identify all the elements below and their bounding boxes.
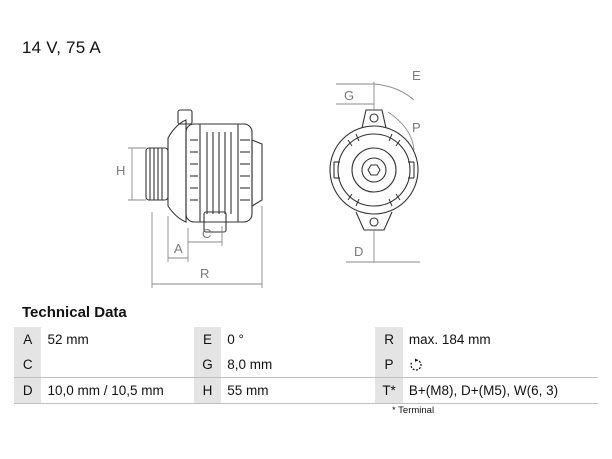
spec-value: 10,0 mm / 10,5 mm [47, 383, 164, 398]
spec-key: E [194, 327, 221, 352]
spec-key: R [375, 327, 403, 352]
spec-value-rotation [403, 352, 598, 378]
spec-value: 52 mm [47, 332, 89, 347]
side-view-drawing [128, 110, 262, 288]
table-row [14, 378, 598, 404]
spec-key: P [375, 352, 403, 378]
table-row [14, 352, 598, 378]
dim-label-E: E [412, 68, 421, 83]
dim-label-R: R [200, 266, 210, 281]
front-view-drawing [330, 82, 420, 262]
dim-label-P: P [412, 120, 421, 135]
spec-value: 0 ° [227, 332, 244, 347]
spec-key: G [194, 352, 221, 378]
spec-value: max. 184 mm [408, 332, 491, 347]
clockwise-rotation-icon [409, 358, 423, 372]
technical-data-table [14, 327, 598, 404]
spec-value: 55 mm [227, 383, 269, 398]
spec-value: B+(M8), D+(M5), W(6, 3) [408, 383, 559, 398]
spec-key: T* [375, 378, 403, 404]
spec-key: A [14, 327, 41, 352]
table-row [14, 327, 598, 352]
spec-value [41, 352, 193, 378]
dim-label-G: G [344, 88, 355, 103]
spec-key: C [14, 352, 41, 378]
spec-key: H [194, 378, 221, 404]
dim-label-C: C [202, 226, 212, 241]
product-title: 14 V, 75 A [22, 38, 101, 57]
dim-label-D: D [354, 244, 364, 259]
dim-label-H: H [116, 163, 126, 178]
technical-data-heading: Technical Data [22, 304, 127, 321]
dim-label-A: A [174, 241, 183, 256]
spec-value: 8,0 mm [227, 357, 273, 372]
spec-key: D [14, 378, 41, 404]
terminal-footnote: * Terminal [392, 405, 435, 416]
